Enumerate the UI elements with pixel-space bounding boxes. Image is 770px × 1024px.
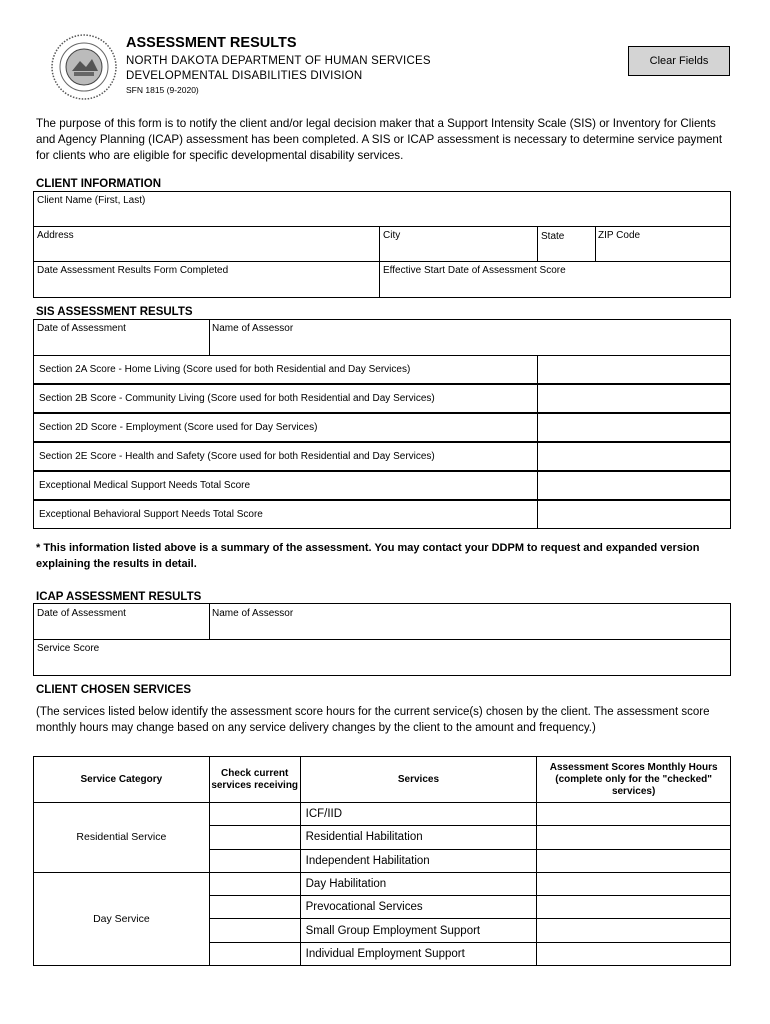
services-table	[33, 756, 731, 966]
services-description: (The services listed below identify the assessment score hours for the current service(s) chosen by the client. The assessment score monthly hours may change based on any service delivery changes by the client to the amount and frequency.)	[36, 706, 710, 734]
sis-header-section	[33, 319, 731, 356]
service-name: Independent Habilitation	[300, 849, 537, 872]
sis-score-row	[33, 384, 731, 413]
sis-score-input[interactable]	[537, 384, 538, 413]
sis-score-input[interactable]	[537, 471, 538, 500]
service-name: Individual Employment Support	[300, 942, 537, 965]
sis-score-label: Section 2B Score - Community Living (Score used for both Residential and Day Services)	[39, 393, 435, 404]
hours-cell[interactable]	[537, 849, 731, 872]
form-title: ASSESSMENT RESULTS	[126, 35, 297, 51]
clear-fields-button[interactable]: Clear Fields	[628, 46, 730, 76]
state-field[interactable]: State	[541, 231, 565, 242]
service-name: Residential Habilitation	[300, 826, 537, 849]
sis-score-label: Exceptional Medical Support Needs Total Score	[39, 480, 251, 491]
services-title: CLIENT CHOSEN SERVICES	[36, 684, 192, 696]
icap-section	[33, 603, 731, 676]
sis-score-row	[33, 413, 731, 442]
check-cell[interactable]	[209, 826, 300, 849]
address-field[interactable]: Address	[37, 230, 74, 241]
hours-cell[interactable]	[537, 896, 731, 919]
sis-title: SIS ASSESSMENT RESULTS	[36, 306, 193, 318]
sis-score-label: Section 2D Score - Employment (Score used for Day Services)	[39, 422, 318, 433]
service-name: Prevocational Services	[300, 896, 537, 919]
intro-paragraph: The purpose of this form is to notify the client and/or legal decision maker that a Support Intensity Scale (SIS) or Inventory for Clients and Agency Planning (ICAP) assessment has been completed. A SIS or ICAP assessment is necessary to determine service payment for clients who are eligible for specific developmental disability services.	[36, 117, 723, 162]
summary-note: * This information listed above is a summary of the assessment. You may contact your DDPM to request and expanded version explaining the results in detail.	[36, 542, 700, 570]
header-monthly-hours: Assessment Scores Monthly Hours (complete only for the "checked" services)	[537, 757, 731, 803]
sis-score-row	[33, 355, 731, 384]
client-info-title: CLIENT INFORMATION	[36, 178, 161, 190]
hours-cell[interactable]	[537, 872, 731, 895]
hours-cell[interactable]	[537, 942, 731, 965]
check-cell[interactable]	[209, 849, 300, 872]
sis-assessor-field[interactable]: Name of Assessor	[212, 323, 294, 334]
residential-service-category: Residential Service	[34, 803, 210, 873]
header-check-current: Check current services receiving	[209, 757, 300, 803]
check-cell[interactable]	[209, 896, 300, 919]
sis-score-input[interactable]	[537, 442, 538, 471]
icap-date-field[interactable]: Date of Assessment	[37, 608, 126, 619]
icap-assessor-field[interactable]: Name of Assessor	[212, 608, 294, 619]
header-service-category: Service Category	[34, 757, 210, 803]
hours-cell[interactable]	[537, 919, 731, 942]
date-form-completed-field[interactable]: Date Assessment Results Form Completed	[37, 265, 229, 276]
division-name: DEVELOPMENTAL DISABILITIES DIVISION	[126, 70, 363, 82]
sis-score-input[interactable]	[537, 355, 538, 384]
city-field[interactable]: City	[383, 230, 401, 241]
service-name: ICF/IID	[300, 803, 537, 826]
client-name-field[interactable]: Client Name (First, Last)	[37, 195, 146, 206]
sis-score-label: Section 2E Score - Health and Safety (Score used for both Residential and Day Services)	[39, 451, 435, 462]
client-info-section	[33, 191, 731, 298]
day-service-category: Day Service	[34, 872, 210, 965]
hours-cell[interactable]	[537, 803, 731, 826]
sis-score-input[interactable]	[537, 413, 538, 442]
check-cell[interactable]	[209, 942, 300, 965]
sis-score-label: Exceptional Behavioral Support Needs Total Score	[39, 509, 263, 520]
sis-score-input[interactable]	[537, 500, 538, 529]
check-cell[interactable]	[209, 803, 300, 826]
hours-cell[interactable]	[537, 826, 731, 849]
department-name: NORTH DAKOTA DEPARTMENT OF HUMAN SERVICES	[126, 55, 431, 67]
table-row	[34, 872, 731, 895]
table-row	[34, 803, 731, 826]
check-cell[interactable]	[209, 872, 300, 895]
zip-code-field[interactable]: ZIP Code	[598, 230, 641, 241]
form-number: SFN 1815 (9-2020)	[126, 85, 199, 95]
service-name: Day Habilitation	[300, 872, 537, 895]
sis-score-row	[33, 442, 731, 471]
header-services: Services	[300, 757, 537, 803]
service-name: Small Group Employment Support	[300, 919, 537, 942]
check-cell[interactable]	[209, 919, 300, 942]
sis-date-field[interactable]: Date of Assessment	[37, 323, 126, 334]
state-seal-logo	[50, 33, 118, 101]
sis-score-row	[33, 471, 731, 500]
service-score-field[interactable]: Service Score	[37, 643, 100, 654]
sis-score-row	[33, 500, 731, 529]
icap-title: ICAP ASSESSMENT RESULTS	[36, 591, 202, 603]
sis-score-label: Section 2A Score - Home Living (Score used for both Residential and Day Services)	[39, 364, 411, 375]
effective-start-date-field[interactable]: Effective Start Date of Assessment Score	[383, 265, 566, 276]
